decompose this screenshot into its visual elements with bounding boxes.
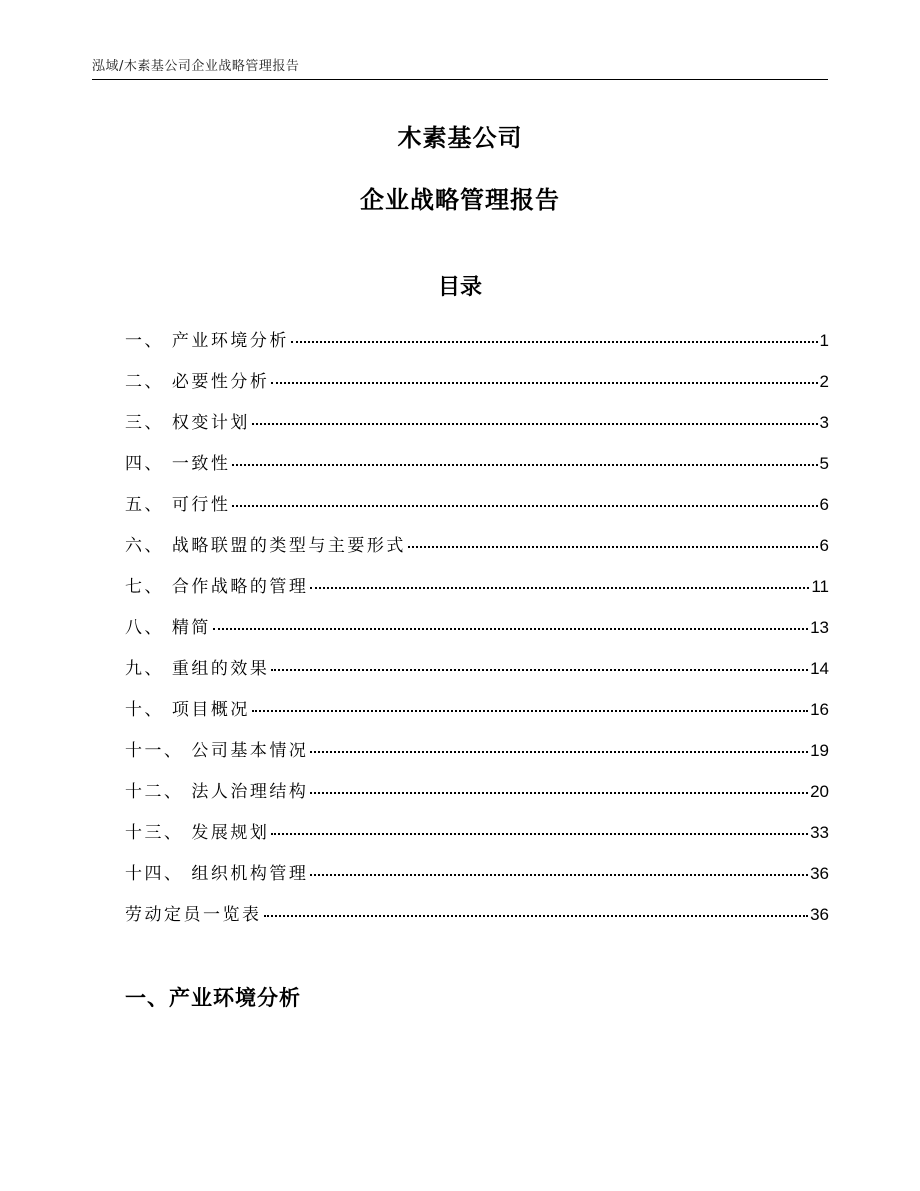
toc-leader-dots xyxy=(291,341,818,343)
toc-entry-page: 14 xyxy=(810,659,829,678)
toc-entry-label: 十四、 组织机构管理 xyxy=(125,864,309,884)
toc-entry[interactable] xyxy=(125,367,829,408)
toc-entry-label: 八、 精简 xyxy=(125,618,211,638)
toc-leader-dots xyxy=(213,628,808,630)
toc-entry[interactable] xyxy=(125,490,829,531)
toc-entry-page: 33 xyxy=(810,823,829,842)
toc-entry-label: 九、 重组的效果 xyxy=(125,659,270,679)
toc-entry[interactable] xyxy=(125,572,829,613)
toc-entry-label: 六、 战略联盟的类型与主要形式 xyxy=(125,536,406,556)
toc-leader-dots xyxy=(252,423,818,425)
toc-entry-page: 36 xyxy=(810,864,829,883)
toc-leader-dots xyxy=(310,751,808,753)
report-title: 企业战略管理报告 xyxy=(360,186,560,214)
toc-entry-page: 3 xyxy=(819,413,829,432)
toc-entry-page: 13 xyxy=(810,618,829,637)
toc-entry-page: 6 xyxy=(819,536,829,555)
toc-entry[interactable] xyxy=(125,531,829,572)
toc-entry[interactable] xyxy=(125,654,829,695)
toc-entry-label: 十二、 法人治理结构 xyxy=(125,782,309,802)
toc-leader-dots xyxy=(310,792,808,794)
toc-leader-dots xyxy=(271,833,808,835)
toc-entry-label: 十、 项目概况 xyxy=(125,700,250,720)
toc-entry[interactable] xyxy=(125,408,829,449)
toc-entry-page: 5 xyxy=(819,454,829,473)
toc-entry[interactable] xyxy=(125,900,829,941)
toc-entry[interactable] xyxy=(125,326,829,367)
toc-entry[interactable] xyxy=(125,777,829,818)
toc-entry[interactable] xyxy=(125,449,829,490)
toc-entry-label: 十一、 公司基本情况 xyxy=(125,741,309,761)
toc-leader-dots xyxy=(310,587,809,589)
toc-entry[interactable] xyxy=(125,736,829,777)
header-divider xyxy=(92,79,828,80)
toc-entry-page: 36 xyxy=(810,905,829,924)
toc-entry-page: 2 xyxy=(819,372,829,391)
toc-leader-dots xyxy=(408,546,818,548)
toc-entry-page: 20 xyxy=(810,782,829,801)
toc-entry-label: 五、 可行性 xyxy=(125,495,231,515)
toc-leader-dots xyxy=(271,669,808,671)
toc-entry-page: 11 xyxy=(811,577,829,596)
toc-entry[interactable] xyxy=(125,818,829,859)
section-heading: 一、产业环境分析 xyxy=(125,986,301,1010)
table-of-contents xyxy=(125,326,829,941)
toc-entry-label: 三、 权变计划 xyxy=(125,413,250,433)
toc-title: 目录 xyxy=(437,275,482,300)
toc-entry-label: 七、 合作战略的管理 xyxy=(125,577,309,597)
toc-leader-dots xyxy=(271,382,817,384)
toc-entry-label: 四、 一致性 xyxy=(125,454,231,474)
toc-entry-page: 16 xyxy=(810,700,829,719)
company-name: 木素基公司 xyxy=(397,124,523,152)
toc-entry-page: 6 xyxy=(819,495,829,514)
toc-entry[interactable] xyxy=(125,859,829,900)
toc-entry[interactable] xyxy=(125,695,829,736)
toc-leader-dots xyxy=(252,710,808,712)
toc-entry-label: 二、 必要性分析 xyxy=(125,372,270,392)
toc-leader-dots xyxy=(232,505,817,507)
toc-entry-page: 19 xyxy=(810,741,829,760)
toc-entry[interactable] xyxy=(125,613,829,654)
toc-entry-page: 1 xyxy=(819,331,829,350)
toc-entry-label: 一、 产业环境分析 xyxy=(125,331,289,351)
toc-leader-dots xyxy=(264,915,809,917)
toc-leader-dots xyxy=(310,874,808,876)
toc-entry-label: 劳动定员一览表 xyxy=(125,905,262,925)
toc-leader-dots xyxy=(232,464,817,466)
running-header: 泓域/木素基公司企业战略管理报告 xyxy=(92,59,300,74)
toc-entry-label: 十三、 发展规划 xyxy=(125,823,270,843)
